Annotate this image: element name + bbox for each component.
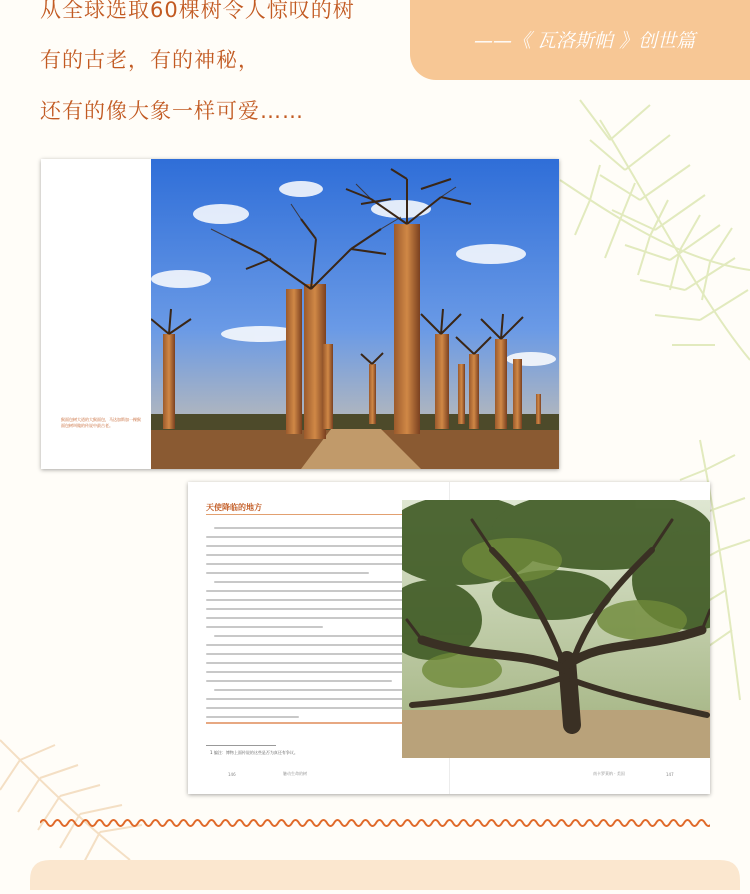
headline-line-3: 还有的像大象一样可爱…… <box>40 99 304 123</box>
book-spread-angel-oak <box>188 482 710 794</box>
section-title: 天使降临的地方 <box>206 503 262 512</box>
running-title-right: 南卡罗莱纳 · 美国 <box>593 771 625 776</box>
bottom-box <box>0 860 750 890</box>
angel-oak-photo <box>402 500 710 758</box>
wave-divider <box>40 816 710 830</box>
quote-box <box>410 0 750 80</box>
quote-text: ——《 瓦洛斯帕 》创世篇 <box>474 30 696 52</box>
running-title-left: 触动生命的树 <box>283 771 307 776</box>
book-spread-baobab <box>41 159 559 469</box>
page-number-left: 146 <box>228 772 236 777</box>
footnote: 1 编注：博物上面传说的这些是否为真还有争议。 <box>210 750 298 755</box>
baobab-caption: 猴面包树大道的大猴面包，马达加斯加一棵猴面包树叫做的传说中最古老。 <box>61 417 141 428</box>
headline-line-2: 有的古老，有的神秘， <box>40 48 260 72</box>
headline-line-1: 从全球选取60棵树令人惊叹的树 <box>40 0 355 22</box>
baobab-photo <box>151 159 559 469</box>
page-number-right: 147 <box>666 772 674 777</box>
note-divider <box>206 745 276 746</box>
